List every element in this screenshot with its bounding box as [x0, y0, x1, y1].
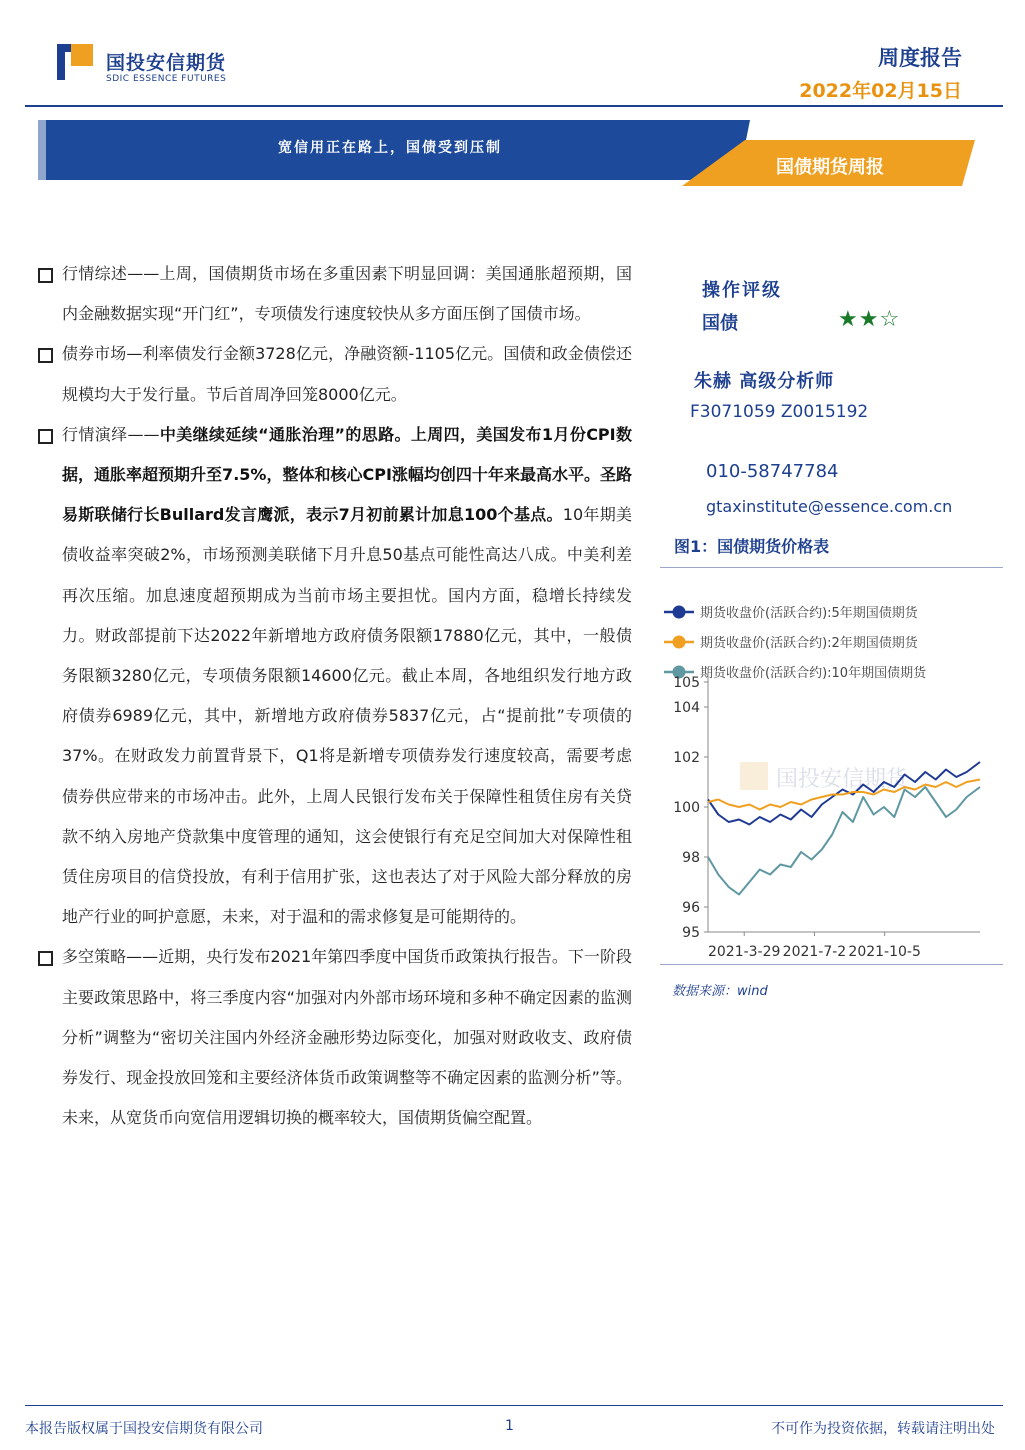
paragraph-text: 多空策略——近期，央行发布2021年第四季度中国货币政策执行报告。下一阶段主要政策思路中，将三季度内容“加强对内外部市场环境和多种不确定因素的监测分析”调整为“密切关注国内外经济金融形势边际变化，加强对财政收支、政府债券发行、现金投放回笼和主要经济体货币政策调整等不确定因素的监测分析”等。未来，从宽货币向宽信用逻辑切换的概率较大，国债期货偏空配置。: [62, 947, 632, 1128]
checkbox-bullet-icon: [38, 429, 53, 444]
legend-label: 期货收盘价(活跃合约):10年期国债期货: [700, 666, 927, 681]
figure-divider-bottom: [660, 964, 1003, 965]
banner-tag: 国债期货周报: [776, 157, 884, 178]
footer-divider: [25, 1405, 1003, 1406]
figure-divider-top: [660, 567, 1003, 568]
figure-source: 数据来源：wind: [672, 984, 768, 999]
analyst-name: 朱赫 高级分析师: [694, 371, 835, 392]
legend-marker-icon: [673, 606, 686, 619]
y-tick-label: 95: [682, 925, 700, 941]
y-tick-label: 102: [673, 750, 700, 766]
y-tick-label: 96: [682, 900, 700, 916]
company-logo-icon: [55, 42, 95, 82]
x-tick-label: 2021-7-2: [782, 944, 847, 960]
banner-title: 宽信用正在路上，国债受到压制: [278, 140, 502, 156]
checkbox-bullet-icon: [38, 951, 53, 966]
paragraph-text: 行情演绎——: [62, 424, 160, 444]
checkbox-bullet-icon: [38, 348, 53, 363]
main-text-column: [38, 254, 632, 1138]
analyst-license: F3071059 Z0015192: [690, 402, 869, 422]
y-tick-label: 100: [673, 800, 700, 816]
paragraph-market-deduction: [38, 415, 632, 938]
y-tick-label: 104: [673, 700, 700, 716]
paragraph-text: 10年期美债收益率突破2%，市场预测美联储下月升息50基点可能性高达八成。中美利差再次压缩。加息速度超预期成为当前市场主要担忧。国内方面，稳增长持续发力。财政部提前下达2022年新增地方政府债务限额17880亿元，其中，一般债务限额3280亿元，专项债务限额14600亿元。截止本周，各地组织发行地方政府债券6989亿元，其中，新增地方政府债券5837亿元，占“提前批”专项债的37%。在财政发力前置背景下，Q1将是新增专项债券发行速度较高，需要考虑债券供应带来的市场冲击。此外，上周人民银行发布关于保障性租赁住房有关贷款不纳入房地产贷款集中度管理的通知，这会使银行有充足空间加大对保障性租赁住房项目的信贷投放，有利于信用扩张，这也表达了对于风险大部分释放的房地产行业的呵护意愿，未来，对于温和的需求修复是可能期待的。: [62, 505, 632, 927]
checkbox-bullet-icon: [38, 268, 53, 283]
report-date: 2022年02月15日: [799, 80, 962, 102]
watermark-logo-icon: [740, 762, 768, 790]
rating-stars-icon: ★★☆: [838, 307, 901, 332]
paragraph-bond-market: [38, 334, 632, 414]
contact-email: gtaxinstitute@essence.com.cn: [706, 497, 953, 516]
footer-copyright: 本报告版权属于国投安信期货有限公司: [25, 1421, 263, 1437]
y-tick-label: 98: [682, 850, 700, 866]
chart-legend: [664, 605, 927, 681]
logo-company-name-en: SDIC ESSENCE FUTURES: [106, 74, 227, 84]
paragraph-text: 债券市场—利率债发行金额3728亿元，净融资额-1105亿元。国债和政金债偿还规模均大于发行量。节后首周净回笼8000亿元。: [62, 344, 632, 404]
series-line: [708, 787, 980, 895]
legend-label: 期货收盘价(活跃合约):2年期国债期货: [700, 636, 918, 651]
figure-title: 图1：国债期货价格表: [674, 537, 830, 556]
header-divider: [25, 105, 1003, 107]
futures-price-chart: [660, 590, 1003, 960]
paragraph-market-review: [38, 254, 632, 334]
x-tick-label: 2021-10-5: [848, 944, 921, 960]
legend-label: 期货收盘价(活跃合约):5年期国债期货: [700, 606, 918, 621]
x-tick-label: 2021-3-29: [707, 944, 781, 960]
contact-phone: 010-58747784: [706, 461, 839, 482]
rating-item: 国债: [702, 313, 738, 334]
rating-label: 操作评级: [702, 280, 782, 301]
chart-watermark: 国投安信期货: [776, 767, 909, 792]
paragraph-bold-text: 中美继续延续“通胀治理”的思路。上周四，美国发布1月份CPI数据，通胀率超预期升至7.5%，整体和核心CPI涨幅均创四十年来最高水平。圣路易斯联储行长Bullard发言鹰派，表示7月初前累计加息100个基点。: [62, 424, 632, 525]
logo-company-name: 国投安信期货: [106, 52, 227, 74]
footer-disclaimer: 不可作为投资依据，转载请注明出处: [771, 1421, 995, 1437]
y-tick-label: 105: [673, 675, 700, 691]
legend-marker-icon: [673, 636, 686, 649]
paragraph-text: 行情综述——上周，国债期货市场在多重因素下明显回调：美国通胀超预期，国内金融数据实现“开门红”，专项债发行速度较快从多方面压倒了国债市场。: [62, 264, 632, 324]
paragraph-strategy: [38, 937, 632, 1138]
report-type: 周度报告: [878, 46, 962, 70]
page-number: 1: [505, 1418, 514, 1434]
